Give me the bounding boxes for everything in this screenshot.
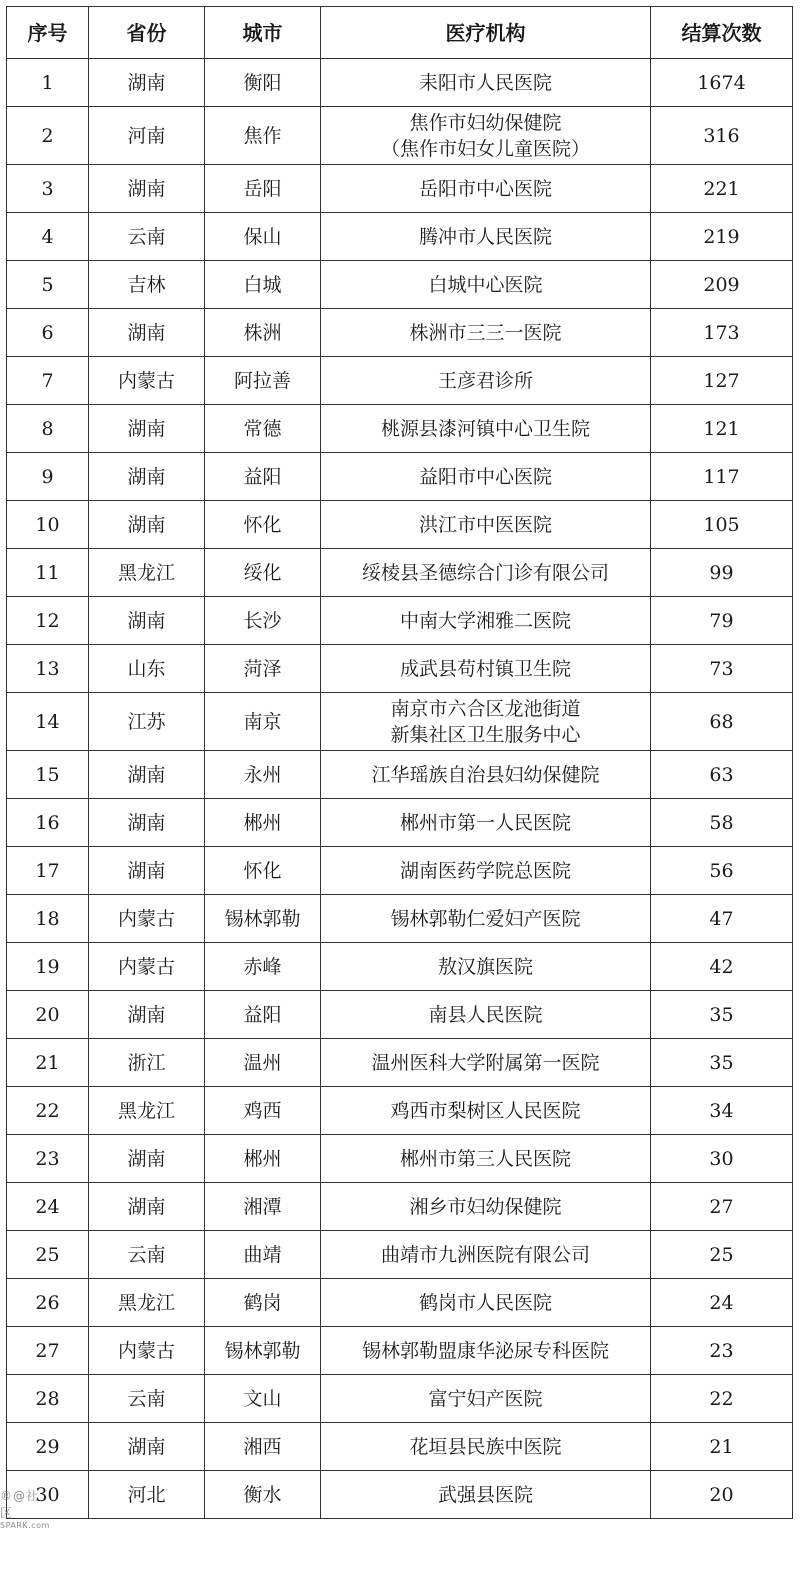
- cell-institution: [321, 751, 651, 799]
- institution-line: 温州医科大学附属第一医院: [371, 1051, 600, 1074]
- cell-count: 121: [651, 405, 793, 453]
- table-row: [7, 1135, 793, 1183]
- cell-count: 30: [651, 1135, 793, 1183]
- header-province: 省份: [89, 7, 205, 59]
- cell-institution: [321, 1231, 651, 1279]
- cell-city: 怀化: [205, 847, 321, 895]
- header-city: 城市: [205, 7, 321, 59]
- cell-index: 25: [7, 1231, 89, 1279]
- cell-index: 1: [7, 59, 89, 107]
- cell-city: 南京: [205, 693, 321, 751]
- cell-count: 63: [651, 751, 793, 799]
- institution-line: 益阳市中心医院: [418, 465, 552, 488]
- table-row: [7, 1327, 793, 1375]
- institution-line: 鹤岗市人民医院: [418, 1291, 552, 1314]
- institution-line: 锡林郭勒盟康华泌尿专科医院: [361, 1339, 609, 1362]
- cell-count: 24: [651, 1279, 793, 1327]
- cell-city: 曲靖: [205, 1231, 321, 1279]
- institution-line: 株洲市三三一医院: [409, 321, 562, 344]
- cell-province: 云南: [89, 1375, 205, 1423]
- table-row: [7, 1471, 793, 1519]
- cell-city: 焦作: [205, 107, 321, 165]
- cell-count: 316: [651, 107, 793, 165]
- cell-count: 47: [651, 895, 793, 943]
- institution-line: 中南大学湘雅二医院: [399, 609, 571, 632]
- institution-line: 武强县医院: [437, 1483, 533, 1506]
- cell-index: 23: [7, 1135, 89, 1183]
- table-row: [7, 549, 793, 597]
- cell-count: 127: [651, 357, 793, 405]
- table-row: [7, 59, 793, 107]
- cell-index: 28: [7, 1375, 89, 1423]
- cell-count: 99: [651, 549, 793, 597]
- cell-province: 内蒙古: [89, 357, 205, 405]
- cell-institution: [321, 1135, 651, 1183]
- institution-line: 成武县苟村镇卫生院: [399, 657, 571, 680]
- cell-count: 22: [651, 1375, 793, 1423]
- cell-institution: [321, 501, 651, 549]
- cell-institution: [321, 1279, 651, 1327]
- table-row: [7, 107, 793, 165]
- cell-count: 1674: [651, 59, 793, 107]
- institution-line: 洪江市中医医院: [418, 513, 552, 536]
- header-institution: 医疗机构: [321, 7, 651, 59]
- cell-index: 9: [7, 453, 89, 501]
- cell-institution: [321, 1039, 651, 1087]
- cell-index: 27: [7, 1327, 89, 1375]
- cell-city: 永州: [205, 751, 321, 799]
- cell-institution: [321, 1087, 651, 1135]
- institution-line: 桃源县漆河镇中心卫生院: [380, 417, 590, 440]
- cell-city: 益阳: [205, 453, 321, 501]
- table-row: [7, 357, 793, 405]
- cell-institution: [321, 847, 651, 895]
- cell-province: 云南: [89, 213, 205, 261]
- cell-city: 温州: [205, 1039, 321, 1087]
- table-row: [7, 501, 793, 549]
- cell-province: 内蒙古: [89, 943, 205, 991]
- cell-institution: [321, 261, 651, 309]
- cell-index: 14: [7, 693, 89, 751]
- cell-province: 浙江: [89, 1039, 205, 1087]
- cell-institution: [321, 309, 651, 357]
- cell-count: 34: [651, 1087, 793, 1135]
- header-index: 序号: [7, 7, 89, 59]
- cell-city: 锡林郭勒: [205, 1327, 321, 1375]
- table-row: [7, 1183, 793, 1231]
- cell-province: 湖南: [89, 405, 205, 453]
- cell-city: 保山: [205, 213, 321, 261]
- cell-province: 湖南: [89, 165, 205, 213]
- table-row: [7, 991, 793, 1039]
- cell-index: 22: [7, 1087, 89, 1135]
- cell-index: 3: [7, 165, 89, 213]
- cell-province: 湖南: [89, 1423, 205, 1471]
- cell-institution: [321, 549, 651, 597]
- table-header-row: [7, 7, 793, 59]
- table-row: [7, 213, 793, 261]
- cell-count: 209: [651, 261, 793, 309]
- cell-province: 山东: [89, 645, 205, 693]
- cell-city: 株洲: [205, 309, 321, 357]
- cell-count: 35: [651, 991, 793, 1039]
- cell-index: 30: [7, 1471, 89, 1519]
- cell-city: 怀化: [205, 501, 321, 549]
- cell-province: 黑龙江: [89, 549, 205, 597]
- table-row: [7, 309, 793, 357]
- cell-province: 云南: [89, 1231, 205, 1279]
- cell-institution: [321, 453, 651, 501]
- cell-index: 13: [7, 645, 89, 693]
- cell-province: 湖南: [89, 799, 205, 847]
- institution-line: 曲靖市九洲医院有限公司: [380, 1243, 590, 1266]
- cell-city: 郴州: [205, 1135, 321, 1183]
- cell-institution: [321, 693, 651, 751]
- cell-count: 105: [651, 501, 793, 549]
- cell-city: 白城: [205, 261, 321, 309]
- cell-count: 27: [651, 1183, 793, 1231]
- cell-index: 12: [7, 597, 89, 645]
- cell-province: 湖南: [89, 309, 205, 357]
- cell-index: 5: [7, 261, 89, 309]
- table-row: [7, 1279, 793, 1327]
- institution-line: 岳阳市中心医院: [418, 177, 552, 200]
- cell-count: 221: [651, 165, 793, 213]
- cell-institution: [321, 645, 651, 693]
- institution-line: 鸡西市梨树区人民医院: [390, 1099, 581, 1122]
- cell-city: 鹤岗: [205, 1279, 321, 1327]
- cell-province: 吉林: [89, 261, 205, 309]
- table-row: [7, 261, 793, 309]
- institution-line: 郴州市第三人民医院: [399, 1147, 571, 1170]
- cell-city: 湘潭: [205, 1183, 321, 1231]
- table-row: [7, 645, 793, 693]
- table-row: [7, 453, 793, 501]
- cell-index: 21: [7, 1039, 89, 1087]
- institution-line: 南京市六合区龙池街道: [390, 697, 581, 720]
- cell-city: 锡林郭勒: [205, 895, 321, 943]
- cell-institution: [321, 597, 651, 645]
- cell-index: 24: [7, 1183, 89, 1231]
- cell-province: 黑龙江: [89, 1279, 205, 1327]
- institution-line: 郴州市第一人民医院: [399, 811, 571, 834]
- cell-index: 10: [7, 501, 89, 549]
- institution-line: 王彦君诊所: [437, 369, 533, 392]
- cell-city: 郴州: [205, 799, 321, 847]
- cell-city: 益阳: [205, 991, 321, 1039]
- cell-count: 58: [651, 799, 793, 847]
- cell-city: 岳阳: [205, 165, 321, 213]
- cell-index: 7: [7, 357, 89, 405]
- cell-count: 173: [651, 309, 793, 357]
- cell-institution: [321, 1375, 651, 1423]
- cell-province: 黑龙江: [89, 1087, 205, 1135]
- institution-line: 耒阳市人民医院: [418, 71, 552, 94]
- cell-count: 35: [651, 1039, 793, 1087]
- institution-line: 富宁妇产医院: [428, 1387, 543, 1410]
- institution-line: 新集社区卫生服务中心: [390, 723, 581, 746]
- institution-line: （焦作市妇女儿童医院）: [380, 137, 590, 160]
- cell-province: 湖南: [89, 751, 205, 799]
- cell-institution: [321, 943, 651, 991]
- cell-index: 2: [7, 107, 89, 165]
- institution-line: 锡林郭勒仁爱妇产医院: [390, 907, 581, 930]
- table-row: [7, 1375, 793, 1423]
- cell-city: 绥化: [205, 549, 321, 597]
- cell-index: 4: [7, 213, 89, 261]
- cell-province: 湖南: [89, 847, 205, 895]
- institution-line: 花垣县民族中医院: [409, 1435, 562, 1458]
- cell-city: 衡阳: [205, 59, 321, 107]
- cell-province: 河北: [89, 1471, 205, 1519]
- cell-index: 17: [7, 847, 89, 895]
- table-row: [7, 943, 793, 991]
- cell-institution: [321, 1327, 651, 1375]
- cell-institution: [321, 213, 651, 261]
- cell-count: 73: [651, 645, 793, 693]
- table-row: [7, 1231, 793, 1279]
- cell-index: 16: [7, 799, 89, 847]
- cell-city: 长沙: [205, 597, 321, 645]
- cell-institution: [321, 1423, 651, 1471]
- settlement-table: [6, 6, 793, 1519]
- cell-count: 68: [651, 693, 793, 751]
- cell-institution: [321, 895, 651, 943]
- cell-province: 江苏: [89, 693, 205, 751]
- cell-city: 湘西: [205, 1423, 321, 1471]
- table-row: [7, 1039, 793, 1087]
- table-row: [7, 895, 793, 943]
- cell-city: 阿拉善: [205, 357, 321, 405]
- cell-institution: [321, 59, 651, 107]
- institution-line: 白城中心医院: [428, 273, 543, 296]
- institution-line: 南县人民医院: [428, 1003, 543, 1026]
- cell-institution: [321, 107, 651, 165]
- watermark-top-text: ®@社区: [0, 1489, 40, 1520]
- cell-count: 117: [651, 453, 793, 501]
- cell-province: 湖南: [89, 991, 205, 1039]
- cell-city: 衡水: [205, 1471, 321, 1519]
- cell-city: 菏泽: [205, 645, 321, 693]
- cell-index: 18: [7, 895, 89, 943]
- table-row: [7, 799, 793, 847]
- cell-count: 23: [651, 1327, 793, 1375]
- cell-count: 20: [651, 1471, 793, 1519]
- institution-line: 江华瑶族自治县妇幼保健院: [371, 763, 600, 786]
- cell-index: 19: [7, 943, 89, 991]
- table-row: [7, 751, 793, 799]
- cell-city: 鸡西: [205, 1087, 321, 1135]
- header-count: 结算次数: [651, 7, 793, 59]
- cell-city: 常德: [205, 405, 321, 453]
- cell-index: 29: [7, 1423, 89, 1471]
- cell-index: 11: [7, 549, 89, 597]
- cell-count: 42: [651, 943, 793, 991]
- cell-province: 湖南: [89, 59, 205, 107]
- cell-province: 湖南: [89, 501, 205, 549]
- cell-province: 湖南: [89, 453, 205, 501]
- cell-index: 15: [7, 751, 89, 799]
- cell-city: 赤峰: [205, 943, 321, 991]
- cell-institution: [321, 799, 651, 847]
- settlement-table-container: [6, 6, 792, 1519]
- cell-institution: [321, 405, 651, 453]
- cell-count: 219: [651, 213, 793, 261]
- table-row: [7, 405, 793, 453]
- table-row: [7, 597, 793, 645]
- cell-province: 河南: [89, 107, 205, 165]
- cell-institution: [321, 1471, 651, 1519]
- cell-province: 湖南: [89, 597, 205, 645]
- institution-line: 敖汉旗医院: [437, 955, 533, 978]
- institution-line: 绥棱县圣德综合门诊有限公司: [361, 561, 609, 584]
- table-row: [7, 693, 793, 751]
- cell-index: 20: [7, 991, 89, 1039]
- table-row: [7, 165, 793, 213]
- institution-line: 湖南医药学院总医院: [399, 859, 571, 882]
- cell-index: 8: [7, 405, 89, 453]
- table-row: [7, 1423, 793, 1471]
- watermark: [0, 1487, 50, 1530]
- cell-city: 文山: [205, 1375, 321, 1423]
- cell-count: 25: [651, 1231, 793, 1279]
- institution-line: 湘乡市妇幼保健院: [409, 1195, 562, 1218]
- institution-line: 腾冲市人民医院: [418, 225, 552, 248]
- table-body: [7, 59, 793, 1519]
- cell-province: 内蒙古: [89, 895, 205, 943]
- cell-index: 6: [7, 309, 89, 357]
- cell-count: 56: [651, 847, 793, 895]
- cell-province: 湖南: [89, 1183, 205, 1231]
- cell-province: 湖南: [89, 1135, 205, 1183]
- table-row: [7, 847, 793, 895]
- cell-institution: [321, 991, 651, 1039]
- cell-institution: [321, 165, 651, 213]
- cell-index: 26: [7, 1279, 89, 1327]
- cell-institution: [321, 357, 651, 405]
- table-row: [7, 1087, 793, 1135]
- cell-institution: [321, 1183, 651, 1231]
- institution-line: 焦作市妇幼保健院: [409, 111, 562, 134]
- cell-count: 79: [651, 597, 793, 645]
- cell-count: 21: [651, 1423, 793, 1471]
- watermark-bottom-text: SPARK.com: [0, 1521, 50, 1530]
- cell-province: 内蒙古: [89, 1327, 205, 1375]
